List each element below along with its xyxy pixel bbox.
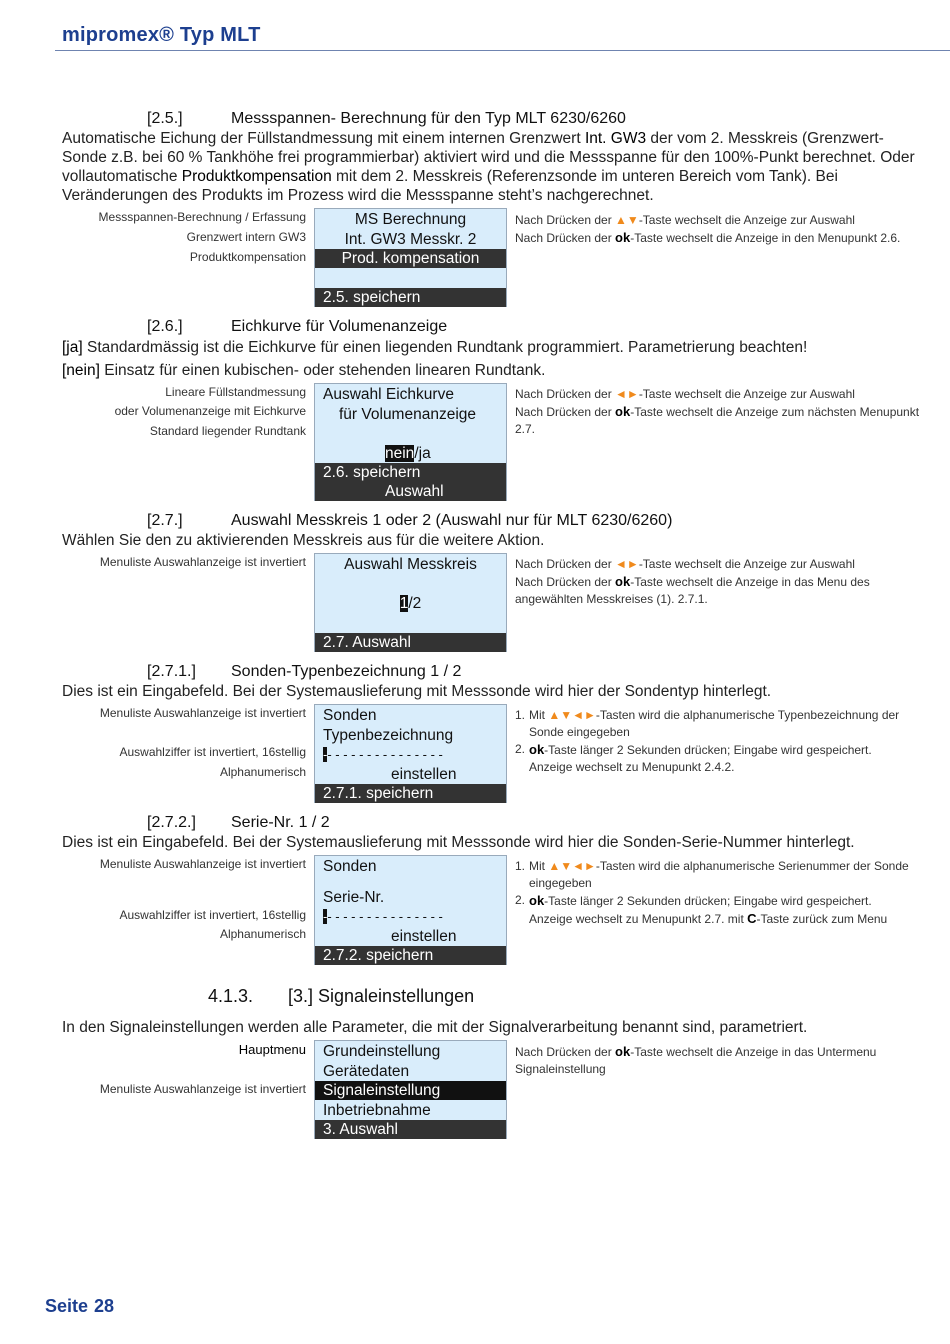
ok-key-label: ok bbox=[615, 404, 631, 419]
lcd-line bbox=[315, 268, 506, 287]
side-label: Lineare Füllstandmessung bbox=[165, 385, 306, 399]
section-title: [3.] Signaleinstellungen bbox=[288, 986, 475, 1006]
lcd-line: einstellen bbox=[391, 928, 457, 945]
arrow-keys-icon: ▲▼◄► bbox=[548, 859, 596, 873]
section-title: Messspannen- Berechnung für den Typ MLT 6230/6260 bbox=[231, 110, 626, 127]
emphasis-text: Produktkompensation bbox=[181, 168, 332, 185]
lcd-status-line: 3. Auswahl bbox=[315, 1120, 506, 1139]
ok-key-label: ok bbox=[529, 893, 545, 908]
section-heading-2-6 bbox=[147, 318, 447, 336]
side-label: Grenzwert intern GW3 bbox=[186, 230, 306, 244]
side-label: Alphanumerisch bbox=[219, 927, 306, 941]
list-number: 2. bbox=[515, 893, 526, 907]
arrow-keys-icon: ▲▼◄► bbox=[548, 708, 596, 722]
lcd-line bbox=[315, 424, 506, 443]
text: Einsatz für einen kubischen- oder stehenden linearen Rundtank. bbox=[99, 362, 546, 379]
lcd-line: Int. GW3 Messkr. 2 bbox=[344, 231, 477, 248]
arrow-left-right-icon: ◄► bbox=[615, 557, 639, 571]
text: -Taste wechselt die Anzeige zur Auswahl bbox=[638, 213, 855, 227]
text: -Taste wechselt die Anzeige zur Auswahl bbox=[638, 557, 855, 571]
side-label: Standard liegender Rundtank bbox=[149, 424, 306, 438]
page-footer bbox=[45, 1296, 114, 1317]
section-title: Sonden-Typenbezeichnung 1 / 2 bbox=[231, 663, 462, 680]
input-cursor: - bbox=[323, 909, 328, 924]
lcd-display-2-5 bbox=[314, 208, 507, 307]
lcd-line: einstellen bbox=[391, 766, 457, 783]
text: der vom 2. Messkreis (Grenzwert-Sonde z.B. bei 60 % Tankhöhe frei programmierbar) aktiviert wird und die Messspanne für den 100%-Punkt berechnet. Oder vollautomatische bbox=[62, 130, 915, 185]
lcd-line: MS Berechnung bbox=[354, 211, 467, 228]
side-label: Auswahlziffer ist invertiert, 16stellig bbox=[119, 745, 306, 759]
side-label: Hauptmenu bbox=[238, 1042, 306, 1057]
input-placeholder: - - - - - - - - - - - - - - - bbox=[327, 909, 443, 924]
section-paragraph-2-5 bbox=[62, 129, 922, 205]
section-number: [2.7.2.] bbox=[147, 814, 196, 831]
instruction-note-2-6 bbox=[515, 386, 935, 438]
section-paragraph-2-7-1: Dies ist ein Eingabefeld. Bei der Systemauslieferung mit Messsonde wird hier der Sondentyp hinterlegt. bbox=[62, 683, 772, 700]
text: Standardmässig ist die Eichkurve für einen liegenden Rundtank programmiert. Parametrierung beachten! bbox=[82, 339, 808, 356]
section-paragraph-4-1-3: In den Signaleinstellungen werden alle Parameter, die mit der Signalverarbeitung benannt sind, parametriert. bbox=[62, 1019, 808, 1036]
document-header-title: mipromex® Typ MLT bbox=[62, 24, 261, 46]
side-label: Messspannen-Berechnung / Erfassung bbox=[98, 210, 306, 224]
header-divider bbox=[55, 50, 950, 51]
ok-key-label: ok bbox=[615, 230, 631, 245]
text: -Taste wechselt die Anzeige in das Untermenu Signaleinstellung bbox=[515, 1045, 877, 1076]
lcd-display-2-7 bbox=[314, 553, 507, 652]
lcd-display-2-7-2 bbox=[314, 855, 507, 965]
lcd-line: Sonden bbox=[323, 858, 377, 875]
lcd-line: Auswahl Messkreis bbox=[344, 556, 477, 573]
page-number: 28 bbox=[94, 1296, 115, 1316]
text: -Taste zurück zum Menu bbox=[756, 912, 888, 926]
lcd-status-line: 2.7. Auswahl bbox=[315, 633, 506, 652]
input-cursor: - bbox=[323, 747, 328, 762]
section-heading-2-5 bbox=[147, 110, 626, 128]
text: Anzeige wechselt zu Menupunkt 2.4.2. bbox=[529, 760, 735, 774]
side-label: Alphanumerisch bbox=[219, 765, 306, 779]
selected-option: nein bbox=[385, 445, 415, 462]
text: Nach Drücken der bbox=[515, 231, 616, 245]
section-title: Auswahl Messkreis 1 oder 2 (Auswahl nur für MLT 6230/6260) bbox=[231, 512, 673, 529]
list-number: 2. bbox=[515, 742, 526, 756]
section-paragraph-2-7: Wählen Sie den zu aktivierenden Messkreis aus für die weitere Aktion. bbox=[62, 532, 545, 549]
instruction-note-2-7-1 bbox=[515, 707, 935, 776]
text: -Tasten wird die alphanumerische Serienummer der Sonde eingegeben bbox=[529, 859, 909, 890]
lcd-input-field bbox=[315, 745, 506, 764]
section-number: [2.5.] bbox=[147, 110, 183, 127]
text: Nach Drücken der bbox=[515, 405, 616, 419]
text: Nach Drücken der bbox=[515, 387, 616, 401]
instruction-note-2-7-2 bbox=[515, 858, 935, 928]
emphasis-text: Int. GW3 bbox=[584, 130, 647, 147]
ok-key-label: ok bbox=[529, 742, 545, 757]
section-paragraph-2-7-2: Dies ist ein Eingabefeld. Bei der Systemauslieferung mit Messsonde wird hier die Sonden-Serie-Nummer hinterlegt. bbox=[62, 834, 855, 851]
section-heading-4-1-3 bbox=[208, 986, 474, 1007]
lcd-status-line: 2.5. speichern bbox=[315, 288, 506, 307]
lcd-line-selected: Prod. kompensation bbox=[315, 249, 506, 268]
text: Anzeige wechselt zu Menupunkt 2.7. mit bbox=[529, 912, 748, 926]
text: -Taste länger 2 Sekunden drücken; Eingabe wird gespeichert. bbox=[544, 743, 872, 757]
text: Nach Drücken der bbox=[515, 1045, 616, 1059]
input-placeholder: - - - - - - - - - - - - - - - bbox=[327, 747, 443, 762]
side-label: Menuliste Auswahlanzeige ist invertiert bbox=[99, 706, 306, 720]
lcd-line: Auswahl Eichkurve bbox=[323, 386, 454, 403]
section-heading-2-7-2 bbox=[147, 814, 330, 832]
menu-item-grundeinstellung: Grundeinstellung bbox=[323, 1043, 441, 1060]
lcd-selection-line bbox=[315, 594, 506, 613]
text: -Taste wechselt die Anzeige zum nächsten Menupunkt 2.7. bbox=[515, 405, 920, 436]
text: -Tasten wird die alphanumerische Typenbezeichnung der Sonde eingegeben bbox=[529, 708, 900, 739]
lcd-line: Sonden bbox=[323, 707, 377, 724]
list-number: 1. bbox=[515, 859, 526, 873]
ok-key-label: ok bbox=[615, 574, 631, 589]
arrow-left-right-icon: ◄► bbox=[615, 387, 639, 401]
lcd-status-line: 2.7.1. speichern bbox=[315, 784, 506, 803]
selected-option: 1 bbox=[399, 595, 409, 612]
lcd-display-2-6 bbox=[314, 383, 507, 501]
text: mit dem 2. Messkreis (Referenzsonde im unteren Bereich vom Tank). Bei Veränderungen des Produkts im Prozess wird die Messspanne steht’s nachgerechnet. bbox=[62, 168, 838, 204]
ok-key-label: ok bbox=[615, 1044, 631, 1059]
section-title: Serie-Nr. 1 / 2 bbox=[231, 814, 330, 831]
instruction-note-2-7 bbox=[515, 556, 935, 608]
instruction-note-2-5 bbox=[515, 212, 935, 247]
section-paragraph-2-6b bbox=[62, 361, 922, 380]
text: -Taste länger 2 Sekunden drücken; Eingabe wird gespeichert. bbox=[544, 894, 872, 908]
lcd-status-line: 2.7.2. speichern bbox=[315, 946, 506, 965]
instruction-note-4-1-3 bbox=[515, 1043, 935, 1078]
text: Mit bbox=[529, 859, 549, 873]
menu-item-signaleinstellung-selected: Signaleinstellung bbox=[315, 1081, 506, 1100]
side-label: Produktkompensation bbox=[189, 250, 306, 264]
lcd-line: Serie-Nr. bbox=[323, 889, 385, 906]
option: /ja bbox=[414, 445, 431, 462]
lcd-display-2-7-1 bbox=[314, 704, 507, 803]
list-number: 1. bbox=[515, 708, 526, 722]
side-label: Menuliste Auswahlanzeige ist invertiert bbox=[99, 555, 306, 569]
text: -Taste wechselt die Anzeige in das Menu des angewählten Messkreises (1). 2.7.1. bbox=[515, 575, 870, 606]
lcd-selection-line bbox=[315, 444, 506, 463]
option-key: [nein] bbox=[62, 362, 100, 379]
side-label: Menuliste Auswahlanzeige ist invertiert bbox=[99, 1082, 306, 1096]
lcd-status-line: 2.6. speichern bbox=[315, 463, 506, 482]
text: Nach Drücken der bbox=[515, 575, 616, 589]
option-key: [ja] bbox=[62, 339, 83, 356]
lcd-line: Typenbezeichnung bbox=[323, 727, 454, 744]
side-label: Auswahlziffer ist invertiert, 16stellig bbox=[119, 908, 306, 922]
section-paragraph-2-6 bbox=[62, 338, 922, 357]
option: /2 bbox=[408, 595, 422, 612]
c-key-label: C bbox=[747, 911, 757, 926]
menu-item-geraetedaten: Gerätedaten bbox=[323, 1063, 410, 1080]
section-heading-2-7 bbox=[147, 512, 672, 530]
section-number: [2.7.] bbox=[147, 512, 183, 529]
text: Nach Drücken der bbox=[515, 213, 616, 227]
lcd-line: für Volumenanzeige bbox=[339, 406, 477, 423]
text: -Taste wechselt die Anzeige in den Menupunkt 2.6. bbox=[630, 231, 901, 245]
section-number: [2.6.] bbox=[147, 318, 183, 335]
section-number: [2.7.1.] bbox=[147, 663, 196, 680]
text: Automatische Eichung der Füllstandmessung mit einem internen Grenzwert bbox=[62, 130, 585, 147]
side-label: oder Volumenanzeige mit Eichkurve bbox=[114, 404, 306, 418]
side-label: Menuliste Auswahlanzeige ist invertiert bbox=[99, 857, 306, 871]
lcd-input-field bbox=[315, 907, 506, 926]
footer-label: Seite bbox=[45, 1296, 89, 1316]
section-title: Eichkurve für Volumenanzeige bbox=[231, 318, 448, 335]
menu-item-inbetriebnahme: Inbetriebnahme bbox=[323, 1102, 431, 1119]
lcd-status-line: Auswahl bbox=[315, 482, 506, 501]
text: Nach Drücken der bbox=[515, 557, 616, 571]
text: -Taste wechselt die Anzeige zur Auswahl bbox=[638, 387, 855, 401]
lcd-display-4-1-3 bbox=[314, 1040, 507, 1139]
text: Mit bbox=[529, 708, 549, 722]
section-heading-2-7-1 bbox=[147, 663, 461, 681]
arrow-up-down-icon: ▲▼ bbox=[615, 213, 639, 227]
section-number: 4.1.3. bbox=[208, 986, 254, 1006]
